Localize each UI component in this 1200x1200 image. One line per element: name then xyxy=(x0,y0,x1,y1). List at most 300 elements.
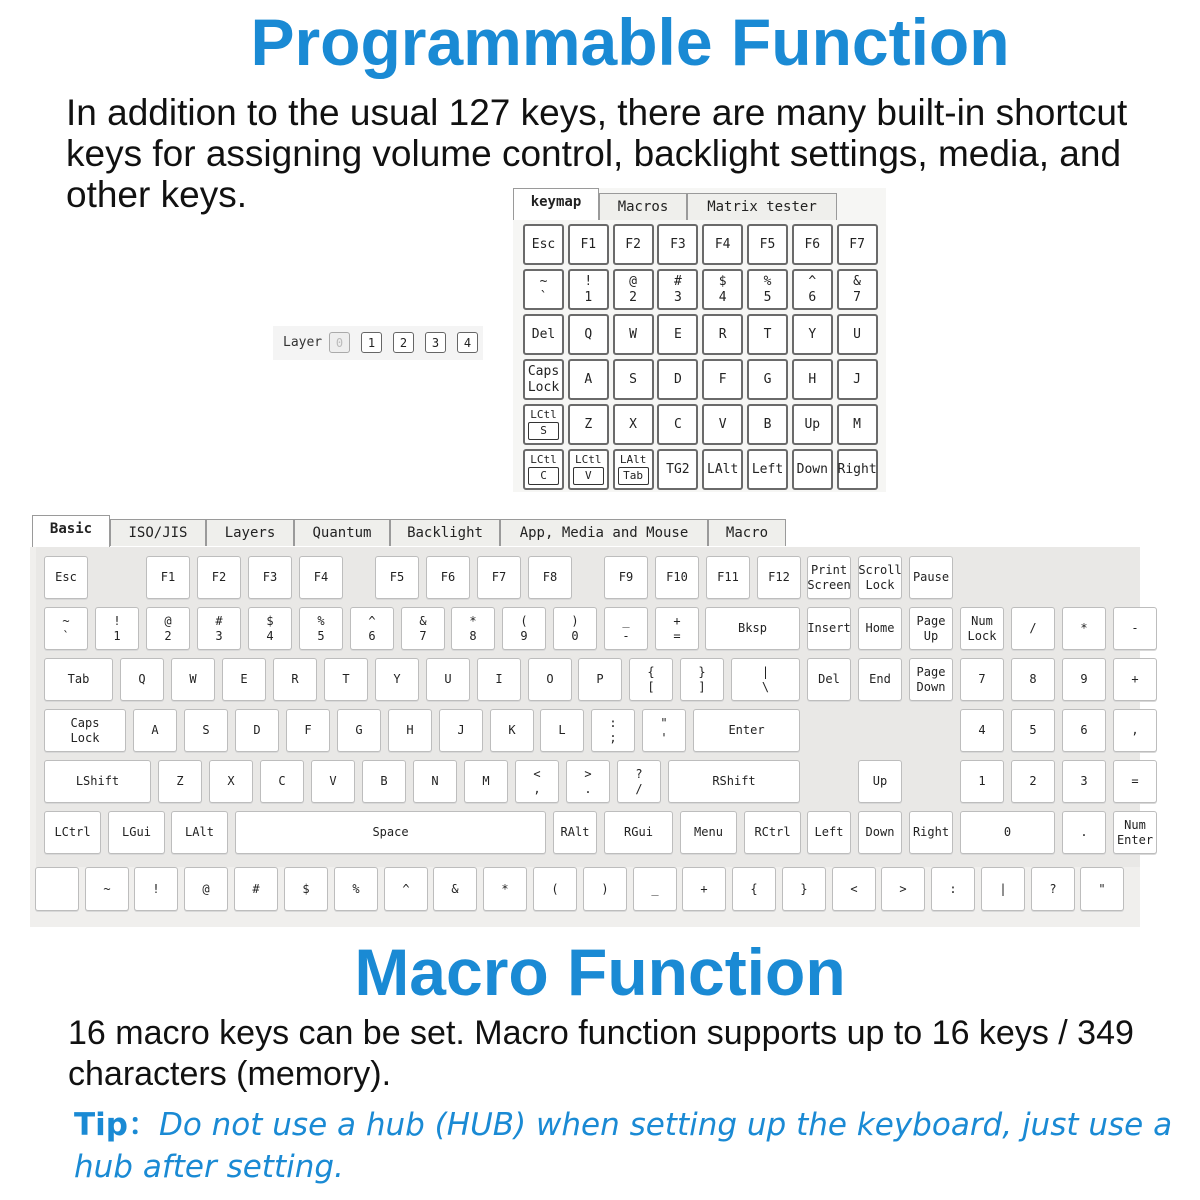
keymap-key-g[interactable] xyxy=(747,359,788,400)
tab-macro[interactable]: Macro xyxy=(708,519,786,546)
key-label: D xyxy=(253,723,261,737)
key-symbol[interactable] xyxy=(515,760,559,803)
key-h[interactable] xyxy=(388,709,432,752)
keymap-key-f3[interactable] xyxy=(657,224,698,265)
key-label: Right xyxy=(837,461,877,477)
key-symbol[interactable] xyxy=(832,867,876,911)
key-label: F8 xyxy=(542,570,558,584)
key-symbol[interactable] xyxy=(1113,658,1157,701)
keymap-key-m[interactable] xyxy=(837,404,878,445)
keymap-key-f[interactable] xyxy=(702,359,743,400)
key-rctrl[interactable] xyxy=(744,811,801,854)
key-end[interactable] xyxy=(858,658,902,701)
keymap-key-lctl-c[interactable] xyxy=(523,449,564,490)
key-4[interactable] xyxy=(248,607,292,650)
key-5[interactable] xyxy=(299,607,343,650)
key-f6[interactable] xyxy=(426,556,470,599)
key-label: 7 xyxy=(419,628,427,643)
key-o[interactable] xyxy=(528,658,572,701)
keycode-area xyxy=(30,547,1154,927)
key-label: F4 xyxy=(313,570,329,584)
key-label: ? xyxy=(1049,881,1057,896)
key-symbol[interactable] xyxy=(384,867,428,911)
key-bksp[interactable] xyxy=(705,607,800,650)
key-symbol[interactable] xyxy=(1062,607,1106,650)
layer-button-3[interactable]: 3 xyxy=(425,332,446,353)
key-label: Right xyxy=(912,825,950,839)
key-label: - xyxy=(1131,621,1139,635)
keymap-key-lctl-v[interactable] xyxy=(568,449,609,490)
key-label: Page xyxy=(916,664,946,679)
key-label: C xyxy=(673,416,682,432)
key-insert[interactable] xyxy=(807,607,851,650)
key-8[interactable] xyxy=(1011,658,1055,701)
key-label: & xyxy=(853,273,861,289)
modifier-label: LAlt xyxy=(619,453,647,466)
tab-backlight[interactable]: Backlight xyxy=(390,519,500,546)
keymap-key-w[interactable] xyxy=(613,314,654,355)
key-f8[interactable] xyxy=(528,556,572,599)
key-symbol[interactable] xyxy=(1062,811,1106,854)
key-label: ~ xyxy=(103,881,111,896)
keymap-key-h[interactable] xyxy=(792,359,833,400)
keymap-key-lalt-tab[interactable] xyxy=(613,449,654,490)
key-v[interactable] xyxy=(311,760,355,803)
key-label: Down xyxy=(865,825,895,839)
key-label: 2 xyxy=(629,289,637,305)
key-label: * xyxy=(469,613,477,628)
key-label: < xyxy=(850,881,858,896)
key-label: Lock xyxy=(865,577,895,592)
key-l[interactable] xyxy=(540,709,584,752)
key-w[interactable] xyxy=(171,658,215,701)
key-label: F7 xyxy=(491,570,507,584)
key-space[interactable] xyxy=(235,811,546,854)
key-blank[interactable] xyxy=(35,867,79,911)
key-7[interactable] xyxy=(401,607,445,650)
key-symbol[interactable] xyxy=(433,867,477,911)
key-d[interactable] xyxy=(235,709,279,752)
key-symbol[interactable] xyxy=(184,867,228,911)
key-label: 4 xyxy=(266,628,274,643)
tab-basic[interactable]: Basic xyxy=(32,515,110,547)
key-lalt[interactable] xyxy=(171,811,228,854)
key-label: I xyxy=(495,672,503,686)
key-label: = xyxy=(673,628,681,643)
key-label: 4 xyxy=(978,723,986,737)
key-label: } xyxy=(800,881,808,896)
key-label: & xyxy=(419,613,427,628)
key-p[interactable] xyxy=(578,658,622,701)
key-m[interactable] xyxy=(464,760,508,803)
key-label: ' xyxy=(660,730,668,745)
key-u[interactable] xyxy=(426,658,470,701)
keymap-key-y[interactable] xyxy=(792,314,833,355)
key-label: Left xyxy=(751,461,784,477)
key-label: 0 xyxy=(571,628,579,643)
keymap-key-tg2[interactable] xyxy=(657,449,698,490)
keymap-key-lalt[interactable] xyxy=(702,449,743,490)
key-t[interactable] xyxy=(324,658,368,701)
key-label: | xyxy=(761,664,770,679)
key-label: Tab xyxy=(67,672,90,686)
keymap-key-j[interactable] xyxy=(837,359,878,400)
key-9[interactable] xyxy=(1062,658,1106,701)
key-symbol[interactable] xyxy=(591,709,635,752)
key-symbol[interactable] xyxy=(981,867,1025,911)
key-label: LGui xyxy=(122,825,151,839)
key-label: 3 xyxy=(673,289,682,305)
key-x[interactable] xyxy=(209,760,253,803)
key-1[interactable] xyxy=(960,760,1004,803)
key-label: Up xyxy=(872,774,888,788)
tab-keymap[interactable]: keymap xyxy=(513,188,599,220)
key-label: Enter xyxy=(728,723,765,737)
key-symbol[interactable] xyxy=(234,867,278,911)
key-label: RGui xyxy=(624,825,653,839)
key-j[interactable] xyxy=(439,709,483,752)
key-symbol[interactable] xyxy=(1113,760,1157,803)
intro-paragraph: In addition to the usual 127 keys, there are many built-in shortcut keys for assigning volume control, backlight settings, media, and other keys. xyxy=(66,92,1128,215)
keymap-key-3[interactable] xyxy=(657,269,698,310)
keymap-panel-small xyxy=(513,188,886,492)
key-label: Enter xyxy=(1116,832,1154,847)
key-symbol[interactable] xyxy=(680,658,724,701)
keymap-key-del[interactable] xyxy=(523,314,564,355)
key-label: Up xyxy=(804,416,821,432)
keymap-key-down[interactable] xyxy=(792,449,833,490)
key-c[interactable] xyxy=(260,760,304,803)
key-label: " xyxy=(660,715,668,730)
keyboard-layout xyxy=(36,547,1154,867)
key-symbol[interactable] xyxy=(583,867,627,911)
key-f4[interactable] xyxy=(299,556,343,599)
layer-button-1[interactable]: 1 xyxy=(361,332,382,353)
key-pause[interactable] xyxy=(909,556,953,599)
keymap-key-f2[interactable] xyxy=(613,224,654,265)
key-symbol[interactable] xyxy=(633,867,677,911)
layer-label: Layer xyxy=(283,335,323,350)
keymap-key-1[interactable] xyxy=(568,269,609,310)
key-f9[interactable] xyxy=(604,556,648,599)
key-1[interactable] xyxy=(95,607,139,650)
key-label: Q xyxy=(584,326,593,342)
key-label: @ xyxy=(629,273,637,289)
keymap-key-s[interactable] xyxy=(613,359,654,400)
key-0[interactable] xyxy=(553,607,597,650)
keymap-key-left[interactable] xyxy=(747,449,788,490)
tip-label: Tip： xyxy=(74,1107,159,1143)
key-0[interactable] xyxy=(960,811,1055,854)
key-scroll-lock[interactable] xyxy=(858,556,902,599)
tab-quantum[interactable]: Quantum xyxy=(294,519,390,546)
key-label: # xyxy=(215,613,223,628)
keymap-key-f7[interactable] xyxy=(837,224,878,265)
key-f12[interactable] xyxy=(757,556,801,599)
tab-macros[interactable]: Macros xyxy=(599,193,687,220)
tab-iso-jis[interactable]: ISO/JIS xyxy=(110,519,206,546)
combo-key-label: C xyxy=(528,467,559,485)
keymap-key-f6[interactable] xyxy=(792,224,833,265)
key-symbol[interactable] xyxy=(1113,607,1157,650)
keymap-key-b[interactable] xyxy=(747,404,788,445)
keymap-key-e[interactable] xyxy=(657,314,698,355)
keymap-key-t[interactable] xyxy=(747,314,788,355)
key-lctrl[interactable] xyxy=(44,811,101,854)
key-symbol[interactable] xyxy=(931,867,975,911)
key-page-down[interactable] xyxy=(909,658,953,701)
tab-layers[interactable]: Layers xyxy=(206,519,294,546)
keymap-key-v[interactable] xyxy=(702,404,743,445)
key-label: Del xyxy=(818,672,840,686)
key-symbol[interactable] xyxy=(682,867,726,911)
key-i[interactable] xyxy=(477,658,521,701)
key-caps-lock[interactable] xyxy=(44,709,126,752)
key-symbol[interactable] xyxy=(1031,867,1075,911)
key-label: 2 xyxy=(1029,774,1037,788)
modifier-label: LCtl xyxy=(530,408,557,421)
key-label: T xyxy=(763,326,772,342)
key-lgui[interactable] xyxy=(108,811,165,854)
key-label: / xyxy=(635,781,643,796)
keymap-key-d[interactable] xyxy=(657,359,698,400)
key-label: X xyxy=(629,416,637,432)
key-6[interactable] xyxy=(1062,709,1106,752)
key-label: ! xyxy=(584,273,593,289)
key-2[interactable] xyxy=(146,607,190,650)
key-label: / xyxy=(1029,621,1037,635)
layer-button-0[interactable]: 0 xyxy=(329,332,350,353)
macro-paragraph: 16 macro keys can be set. Macro function supports up to 16 keys / 349 characters (memory). xyxy=(68,1014,1134,1093)
key-label: , xyxy=(533,781,541,796)
key-a[interactable] xyxy=(133,709,177,752)
key-3[interactable] xyxy=(197,607,241,650)
key-symbol[interactable] xyxy=(629,658,673,701)
keymap-key-lctl-s[interactable] xyxy=(523,404,564,445)
key-label: > xyxy=(584,766,592,781)
key-ralt[interactable] xyxy=(553,811,597,854)
key-s[interactable] xyxy=(184,709,228,752)
key-label: N xyxy=(431,774,439,788)
key-label: F6 xyxy=(804,236,821,252)
key-symbol[interactable] xyxy=(655,607,699,650)
keymap-key-z[interactable] xyxy=(568,404,609,445)
keymap-key-up[interactable] xyxy=(792,404,833,445)
key-label: ; xyxy=(609,730,617,745)
key-tab[interactable] xyxy=(44,658,113,701)
key-g[interactable] xyxy=(337,709,381,752)
key-label: 7 xyxy=(853,289,861,305)
key-label: Down xyxy=(796,461,828,477)
key-symbol[interactable] xyxy=(732,867,776,911)
key-label: F3 xyxy=(262,570,278,584)
keymap-key-esc[interactable] xyxy=(523,224,564,265)
key-label: > xyxy=(899,881,907,896)
key-symbol[interactable] xyxy=(881,867,925,911)
key-num-lock[interactable] xyxy=(960,607,1004,650)
key-2[interactable] xyxy=(1011,760,1055,803)
keycode-panel-large xyxy=(30,515,1154,927)
key-label: Page xyxy=(916,613,946,628)
key-label: @ xyxy=(164,613,172,628)
layer-button-4[interactable]: 4 xyxy=(457,332,478,353)
key-7[interactable] xyxy=(960,658,1004,701)
key-symbol[interactable] xyxy=(731,658,800,701)
key-label: P xyxy=(596,672,604,686)
keymap-key-6[interactable] xyxy=(792,269,833,310)
key-label: E xyxy=(240,672,248,686)
key-symbol[interactable] xyxy=(566,760,610,803)
key-esc[interactable] xyxy=(44,556,88,599)
keymap-key-symbol[interactable] xyxy=(523,269,564,310)
key-symbol[interactable] xyxy=(642,709,686,752)
key-symbol[interactable] xyxy=(533,867,577,911)
key-symbol[interactable] xyxy=(1011,607,1055,650)
key-label: Lock xyxy=(967,628,997,643)
key-label: + xyxy=(1131,672,1139,686)
keymap-key-caps-lock[interactable] xyxy=(523,359,564,400)
key-label: F11 xyxy=(717,570,739,584)
keymap-key-f5[interactable] xyxy=(747,224,788,265)
keymap-key-right[interactable] xyxy=(837,449,878,490)
key-label: F12 xyxy=(768,570,790,584)
key-label: G xyxy=(763,371,772,387)
key-symbol[interactable] xyxy=(782,867,826,911)
key-k[interactable] xyxy=(490,709,534,752)
key-b[interactable] xyxy=(362,760,406,803)
key-symbol[interactable] xyxy=(1113,709,1157,752)
macro-function-title: Macro Function xyxy=(354,935,846,1009)
layer-button-2[interactable]: 2 xyxy=(393,332,414,353)
key-f11[interactable] xyxy=(706,556,750,599)
key-label: F xyxy=(718,371,727,387)
key-symbol[interactable] xyxy=(44,607,88,650)
key-e[interactable] xyxy=(222,658,266,701)
key-label: RShift xyxy=(712,774,756,788)
key-menu[interactable] xyxy=(680,811,737,854)
key-label: : xyxy=(949,881,957,896)
key-label: W xyxy=(189,672,197,686)
keymap-key-x[interactable] xyxy=(613,404,654,445)
key-symbol[interactable] xyxy=(85,867,129,911)
key-8[interactable] xyxy=(451,607,495,650)
key-symbol[interactable] xyxy=(334,867,378,911)
key-q[interactable] xyxy=(120,658,164,701)
key-label: F4 xyxy=(714,236,731,252)
key-label: B xyxy=(763,416,772,432)
key-enter[interactable] xyxy=(693,709,800,752)
key-down[interactable] xyxy=(858,811,902,854)
key-label: \ xyxy=(761,679,770,694)
key-label: O xyxy=(546,672,554,686)
key-symbol[interactable] xyxy=(1080,867,1124,911)
key-symbol[interactable] xyxy=(617,760,661,803)
key-left[interactable] xyxy=(807,811,851,854)
key-symbol[interactable] xyxy=(284,867,328,911)
keymap-key-2[interactable] xyxy=(613,269,654,310)
key-page-up[interactable] xyxy=(909,607,953,650)
key-f3[interactable] xyxy=(248,556,292,599)
key-label: L xyxy=(558,723,566,737)
key-n[interactable] xyxy=(413,760,457,803)
key-5[interactable] xyxy=(1011,709,1055,752)
key-symbol[interactable] xyxy=(134,867,178,911)
key-label: F2 xyxy=(211,570,227,584)
key-f10[interactable] xyxy=(655,556,699,599)
keymap-key-5[interactable] xyxy=(747,269,788,310)
key-label: R xyxy=(718,326,727,342)
key-label: LShift xyxy=(75,774,120,788)
key-label: _ xyxy=(622,613,630,628)
key-f2[interactable] xyxy=(197,556,241,599)
keymap-key-4[interactable] xyxy=(702,269,743,310)
key-label: F xyxy=(304,723,312,737)
key-label: ^ xyxy=(808,273,817,289)
key-label: Bksp xyxy=(738,621,767,635)
keymap-key-u[interactable] xyxy=(837,314,878,355)
key-label: 8 xyxy=(1029,672,1037,686)
key-label: 5 xyxy=(763,289,772,305)
keymap-key-c[interactable] xyxy=(657,404,698,445)
key-label: - xyxy=(622,628,630,643)
tip-text: Do not use a hub (HUB) when setting up the keyboard, just use a hub after setting. xyxy=(74,1107,1173,1185)
key-z[interactable] xyxy=(158,760,202,803)
key-label: { xyxy=(750,881,758,896)
key-rgui[interactable] xyxy=(604,811,673,854)
key-label: * xyxy=(1080,621,1088,635)
key-6[interactable] xyxy=(350,607,394,650)
key-y[interactable] xyxy=(375,658,419,701)
key-f7[interactable] xyxy=(477,556,521,599)
key-r[interactable] xyxy=(273,658,317,701)
key-4[interactable] xyxy=(960,709,1004,752)
key-label: LCtrl xyxy=(54,825,91,839)
key-home[interactable] xyxy=(858,607,902,650)
key-3[interactable] xyxy=(1062,760,1106,803)
key-rshift[interactable] xyxy=(668,760,800,803)
key-label: Lock xyxy=(70,730,100,745)
tip-note xyxy=(74,1104,1174,1188)
key-symbol[interactable] xyxy=(604,607,648,650)
key-f5[interactable] xyxy=(375,556,419,599)
keymap-key-f1[interactable] xyxy=(568,224,609,265)
key-print-screen[interactable] xyxy=(807,556,851,599)
key-label: # xyxy=(252,881,260,896)
key-symbol[interactable] xyxy=(483,867,527,911)
key-label: F5 xyxy=(389,570,405,584)
key-9[interactable] xyxy=(502,607,546,650)
key-lshift[interactable] xyxy=(44,760,151,803)
key-f1[interactable] xyxy=(146,556,190,599)
keymap-key-7[interactable] xyxy=(837,269,878,310)
keymap-key-f4[interactable] xyxy=(702,224,743,265)
key-up[interactable] xyxy=(858,760,902,803)
key-right[interactable] xyxy=(909,811,953,854)
key-label: < xyxy=(533,766,541,781)
tab-app-media-and-mouse[interactable]: App, Media and Mouse xyxy=(500,519,708,546)
key-del[interactable] xyxy=(807,658,851,701)
keymap-key-r[interactable] xyxy=(702,314,743,355)
keymap-key-a[interactable] xyxy=(568,359,609,400)
key-label: 2 xyxy=(164,628,172,643)
key-num-enter[interactable] xyxy=(1113,811,1157,854)
key-f[interactable] xyxy=(286,709,330,752)
key-label: S xyxy=(202,723,210,737)
keymap-key-q[interactable] xyxy=(568,314,609,355)
tab-matrix-tester[interactable]: Matrix tester xyxy=(687,193,837,220)
key-label: Caps xyxy=(70,715,100,730)
key-label: % xyxy=(352,881,360,896)
